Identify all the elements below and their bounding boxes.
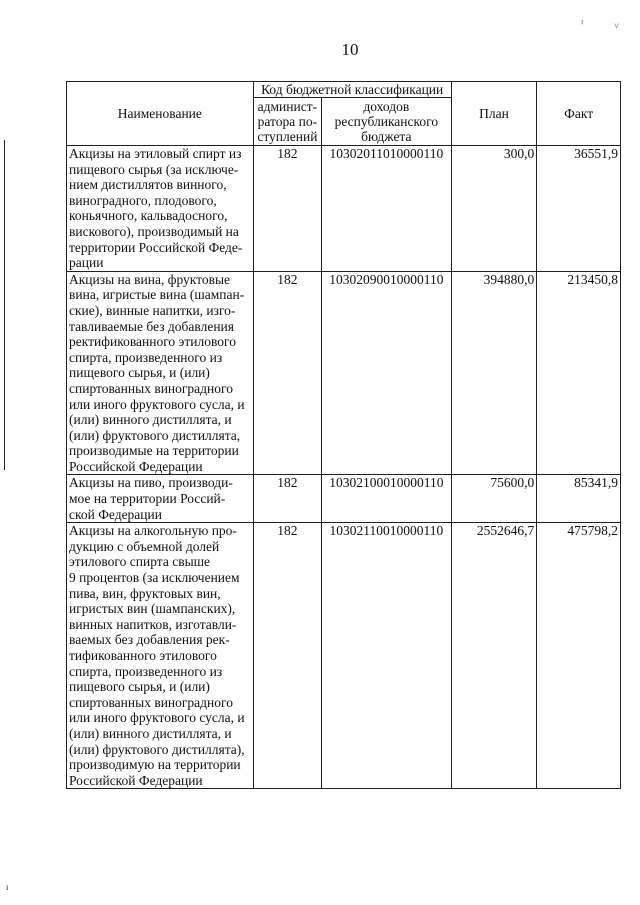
- header-admin: админист- ратора по- ступлений: [253, 98, 321, 146]
- cell-fact: 85341,9: [537, 475, 621, 523]
- name-line: ваемых без добавления рек-: [69, 632, 230, 648]
- name-line: или иного фруктового сусла, и: [69, 396, 245, 412]
- cell-name: [67, 146, 254, 272]
- name-line: спирта, произведенного из: [69, 663, 223, 679]
- cell-code: 10302011010000110: [322, 146, 452, 272]
- name-line: 9 процентов (за исключением: [69, 570, 240, 586]
- cell-admin: 182: [253, 523, 321, 789]
- name-line: Акцизы на этиловый спирт из: [69, 146, 242, 161]
- name-line: виноградного, плодового,: [69, 192, 217, 208]
- cell-code: 10302110010000110: [322, 523, 452, 789]
- table-row: [67, 523, 621, 789]
- margin-line: [4, 140, 5, 470]
- cell-plan: 75600,0: [451, 475, 537, 523]
- name-line: пищевого сырья, и (или): [69, 679, 210, 695]
- budget-revenue-table: [66, 81, 621, 789]
- name-line: пищевого сырья (за исключе-: [69, 161, 239, 177]
- name-line: спиртованных виноградного: [69, 380, 233, 396]
- name-line: этилового спирта свыше: [69, 554, 211, 570]
- name-line: спиртованных виноградного: [69, 694, 233, 710]
- header-plan: План: [451, 82, 537, 146]
- cell-code: 10302100010000110: [322, 475, 452, 523]
- name-line: или иного фруктового сусла, и: [69, 710, 245, 726]
- cell-name: [67, 271, 254, 475]
- cell-admin: 182: [253, 271, 321, 475]
- name-line: мое на территории Россий-: [69, 491, 226, 507]
- header-income: доходов республиканского бюджета: [322, 98, 452, 146]
- cell-plan: 394880,0: [451, 271, 537, 475]
- name-line: тавливаемые без добавления: [69, 318, 234, 334]
- name-line: производимую на территории: [69, 757, 241, 773]
- cell-name: [67, 523, 254, 789]
- name-line: (или) винного дистиллята, и: [69, 725, 232, 741]
- cell-plan: 2552646,7: [451, 523, 537, 789]
- table-row: [67, 475, 621, 523]
- table-row: [67, 271, 621, 475]
- scan-mark: ˅: [614, 21, 620, 31]
- name-line: Российской Федерации: [69, 458, 203, 474]
- cell-fact: 475798,2: [537, 523, 621, 789]
- name-line: вискового), производимый на: [69, 223, 239, 239]
- name-line: ской Федерации: [69, 506, 162, 522]
- name-line: производимые на территории: [69, 443, 239, 459]
- name-line: пищевого сырья, и (или): [69, 365, 210, 381]
- name-line: Акцизы на вина, фруктовые: [69, 271, 231, 287]
- name-line: Российской Федерации: [69, 772, 203, 788]
- header-name: Наименование: [67, 82, 254, 146]
- header-classification: Код бюджетной классификации: [253, 82, 451, 98]
- header-fact: Факт: [537, 82, 621, 146]
- name-line: (или) фруктового дистиллята),: [69, 741, 245, 757]
- name-line: (или) фруктового дистиллята,: [69, 427, 241, 443]
- name-line: Акцизы на пиво, производи-: [69, 475, 233, 491]
- name-line: пива, вин, фруктовых вин,: [69, 585, 221, 601]
- name-line: дукцию с объемной долей: [69, 538, 220, 554]
- page-number: 10: [341, 40, 359, 59]
- cell-admin: 182: [253, 475, 321, 523]
- name-line: нием дистиллятов винного,: [69, 177, 227, 193]
- cell-fact: 213450,8: [537, 271, 621, 475]
- name-line: игристых вин (шампанских),: [69, 601, 236, 617]
- cell-name: [67, 475, 254, 523]
- name-line: ские), винные напитки, изго-: [69, 302, 236, 318]
- cell-plan: 300,0: [451, 146, 537, 272]
- table-body: [67, 146, 621, 789]
- name-line: вина, игристые вина (шампан-: [69, 287, 245, 303]
- name-line: рации: [69, 255, 104, 271]
- scan-mark: ı: [6, 882, 9, 892]
- name-line: коньячного, кальвадосного,: [69, 208, 228, 224]
- name-line: Акцизы на алкогольную про-: [69, 523, 237, 539]
- table-row: [67, 146, 621, 272]
- cell-fact: 36551,9: [537, 146, 621, 272]
- name-line: тификованного этилового: [69, 648, 217, 663]
- name-line: винных напитков, изготавли-: [69, 616, 237, 632]
- name-line: ректификованного этилового: [69, 334, 236, 350]
- cell-code: 10302090010000110: [322, 271, 452, 475]
- name-line: спирта, произведенного из: [69, 349, 223, 365]
- scan-mark: ˀ: [581, 19, 584, 29]
- cell-admin: 182: [253, 146, 321, 272]
- name-line: территории Российской Феде-: [69, 239, 243, 255]
- name-line: (или) винного дистиллята, и: [69, 412, 232, 428]
